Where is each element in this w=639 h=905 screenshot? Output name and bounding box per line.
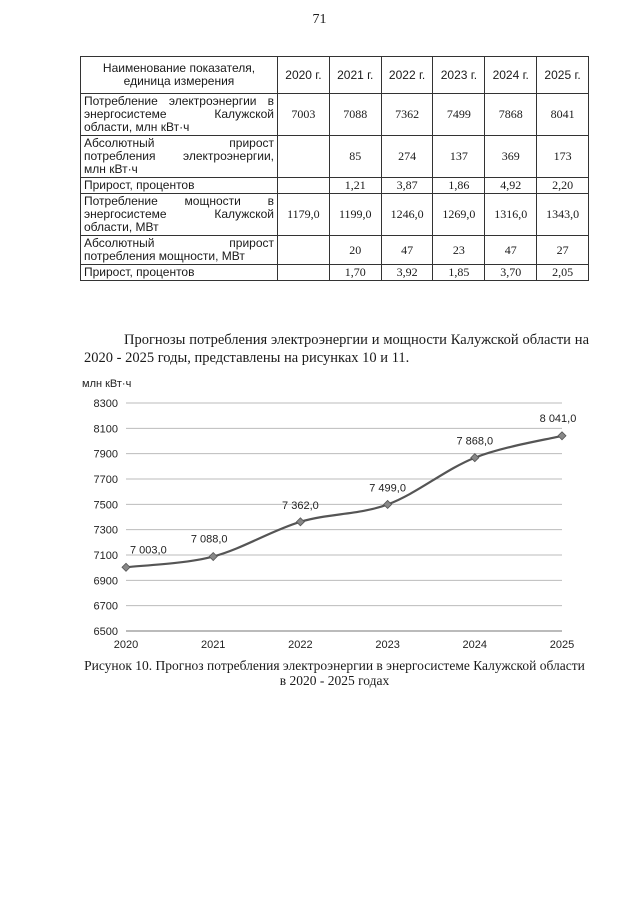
x-tick-label: 2023 bbox=[375, 639, 400, 651]
header-year-cell: 2023 г. bbox=[433, 57, 485, 94]
table-row bbox=[81, 194, 589, 236]
table-cell: 27 bbox=[537, 236, 589, 265]
data-point bbox=[209, 553, 217, 561]
y-tick-label: 6700 bbox=[93, 600, 118, 613]
table-cell: 274 bbox=[381, 136, 433, 178]
y-tick-label: 7500 bbox=[93, 499, 118, 512]
table-cell: 1246,0 bbox=[381, 194, 433, 236]
table-cell: 3,92 bbox=[381, 265, 433, 281]
y-tick-label: 7900 bbox=[93, 448, 118, 461]
table-cell: 7003 bbox=[278, 94, 330, 136]
y-tick-label: 7700 bbox=[93, 474, 118, 486]
header-year-cell: 2025 г. bbox=[537, 57, 589, 94]
table-cell: 1199,0 bbox=[329, 194, 381, 236]
page-number: 71 bbox=[312, 12, 327, 27]
y-tick-label: 8100 bbox=[93, 423, 118, 436]
chart-svg bbox=[70, 370, 600, 660]
table-cell: 7362 bbox=[381, 94, 433, 136]
header-year-cell: 2022 г. bbox=[381, 57, 433, 94]
table-cell bbox=[278, 178, 330, 194]
table-row bbox=[81, 236, 589, 265]
series-line bbox=[126, 436, 562, 567]
row-label: Прирост, процентов bbox=[81, 178, 278, 194]
table-cell: 1,85 bbox=[433, 265, 485, 281]
x-tick-label: 2024 bbox=[462, 639, 488, 651]
table-cell: 369 bbox=[485, 136, 537, 178]
table-cell: 7868 bbox=[485, 94, 537, 136]
table-cell: 1,21 bbox=[329, 178, 381, 194]
table-cell: 47 bbox=[485, 236, 537, 265]
forecast-paragraph: Прогнозы потребления электроэнергии и мощности Калужской области на 2020 - 2025 годы, представлены на рисунках 10 и 11. bbox=[84, 331, 589, 366]
table-cell bbox=[278, 265, 330, 281]
y-tick-label: 7100 bbox=[93, 550, 118, 562]
row-label: Абсолютный прирост потребления мощности, МВт bbox=[81, 236, 278, 265]
table-cell: 8041 bbox=[537, 94, 589, 136]
table-cell: 20 bbox=[329, 236, 381, 265]
y-tick-label: 6900 bbox=[93, 575, 118, 588]
table-row bbox=[81, 178, 589, 194]
x-tick-label: 2021 bbox=[200, 639, 226, 651]
data-point bbox=[122, 563, 130, 571]
consumption-chart bbox=[70, 370, 600, 660]
indicators-table bbox=[80, 56, 589, 281]
table-cell: 2,20 bbox=[537, 178, 589, 194]
row-label: Потребление электроэнергии в энергосистеме Калужской области, млн кВт·ч bbox=[81, 94, 278, 136]
table-cell: 137 bbox=[433, 136, 485, 178]
table-cell: 173 bbox=[537, 136, 589, 178]
y-axis-label: млн кВт·ч bbox=[82, 378, 132, 390]
y-tick-label: 6500 bbox=[93, 626, 118, 638]
table-cell: 1,86 bbox=[433, 178, 485, 194]
table-cell: 7088 bbox=[329, 94, 381, 136]
table-cell: 1316,0 bbox=[485, 194, 537, 236]
table-row bbox=[81, 94, 589, 136]
table-cell: 3,87 bbox=[381, 178, 433, 194]
table-cell bbox=[278, 236, 330, 265]
table-cell: 1,70 bbox=[329, 265, 381, 281]
caption-line-2: в 2020 - 2025 годах bbox=[279, 673, 390, 688]
data-point bbox=[384, 500, 392, 508]
y-tick-label: 7300 bbox=[93, 524, 118, 537]
data-label: 7 088,0 bbox=[190, 533, 228, 546]
y-tick-label: 8300 bbox=[93, 398, 118, 410]
header-year-cell: 2024 г. bbox=[485, 57, 537, 94]
row-label: Потребление мощности в энергосистеме Калужской области, МВт bbox=[81, 194, 278, 236]
data-point bbox=[296, 518, 304, 526]
table-cell: 1269,0 bbox=[433, 194, 485, 236]
table-row bbox=[81, 136, 589, 178]
header-year-cell: 2020 г. bbox=[278, 57, 330, 94]
caption-line-1: Рисунок 10. Прогноз потребления электроэнергии в энергосистеме Калужской области bbox=[84, 658, 585, 673]
table-cell: 2,05 bbox=[537, 265, 589, 281]
table-cell: 4,92 bbox=[485, 178, 537, 194]
table-cell: 47 bbox=[381, 236, 433, 265]
data-point bbox=[471, 454, 479, 462]
x-tick-label: 2020 bbox=[113, 639, 139, 651]
row-label: Прирост, процентов bbox=[81, 265, 278, 281]
table-cell: 1179,0 bbox=[278, 194, 330, 236]
x-tick-label: 2022 bbox=[288, 639, 313, 651]
table-cell: 7499 bbox=[433, 94, 485, 136]
data-point bbox=[558, 432, 566, 440]
row-label: Абсолютный прирост потребления электроэнергии, млн кВт·ч bbox=[81, 136, 278, 178]
table-header-row bbox=[81, 57, 589, 94]
table-cell: 85 bbox=[329, 136, 381, 178]
data-label: 8 041,0 bbox=[539, 412, 577, 425]
figure-caption bbox=[80, 658, 589, 688]
table-row bbox=[81, 265, 589, 281]
table-cell bbox=[278, 136, 330, 178]
table-cell: 23 bbox=[433, 236, 485, 265]
data-label: 7 362,0 bbox=[282, 499, 319, 512]
header-name-cell: Наименование показателя, единица измерения bbox=[81, 57, 278, 94]
header-year-cell: 2021 г. bbox=[329, 57, 381, 94]
table-cell: 1343,0 bbox=[537, 194, 589, 236]
data-label: 7 499,0 bbox=[369, 482, 406, 495]
x-tick-label: 2025 bbox=[549, 639, 575, 651]
data-label: 7 868,0 bbox=[456, 435, 494, 448]
table-cell: 3,70 bbox=[485, 265, 537, 281]
data-label: 7 003,0 bbox=[130, 544, 167, 557]
